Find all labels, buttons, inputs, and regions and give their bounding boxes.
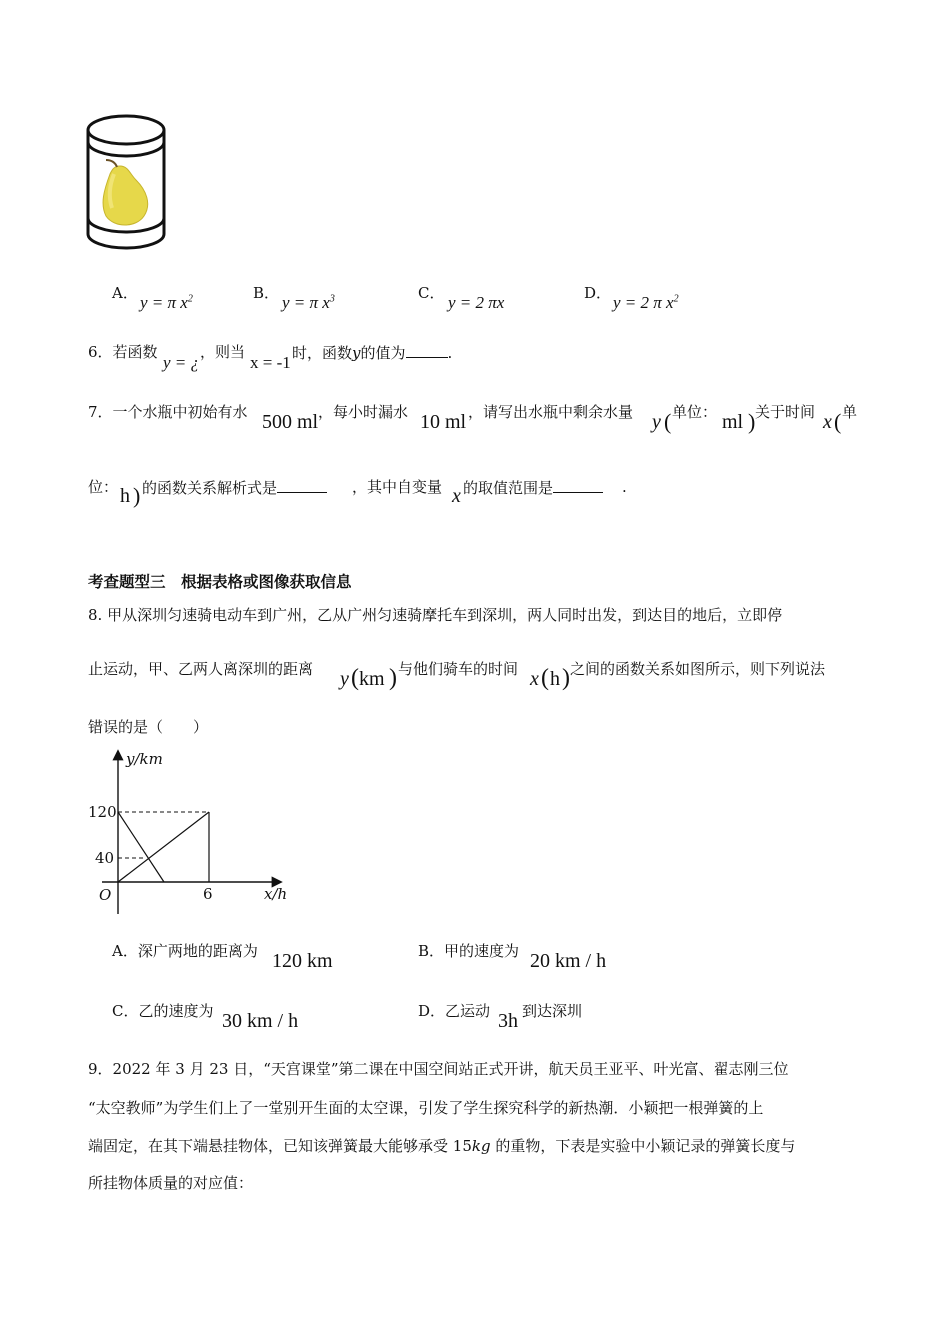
q9-line3b: 的重物，下表是实验中小颖记录的弹簧长度与 bbox=[490, 1137, 796, 1155]
graph-line-jia bbox=[118, 812, 209, 882]
q5-option-a-exponent: 2 bbox=[187, 293, 193, 305]
q5-option-d-letter: D． bbox=[584, 284, 612, 302]
q5-option-d-expr bbox=[613, 293, 679, 313]
q6-lead: 6．若函数 bbox=[88, 343, 158, 361]
q5-option-d-exponent: 2 bbox=[673, 293, 679, 305]
jar-pear-illustration bbox=[84, 112, 168, 252]
q5-option-a-letter: A． bbox=[112, 284, 138, 302]
q7-part11: . bbox=[622, 478, 627, 496]
q5-option-b-formula: y = π x bbox=[282, 293, 330, 312]
q7-paren-open-2: ( bbox=[834, 409, 842, 434]
q9-unit-kg: kg bbox=[471, 1137, 491, 1155]
section-3-heading: 考查题型三 根据表格或图像获取信息 bbox=[88, 573, 352, 591]
q6-tail-text: 时，函数 bbox=[292, 344, 353, 362]
q8-option-b-math: 20 km / h bbox=[530, 950, 607, 972]
graph-origin-label: O bbox=[99, 886, 112, 904]
q8-paren-open-1: ( bbox=[351, 665, 359, 691]
q8-option-b-text: B．甲的速度为 bbox=[418, 942, 520, 960]
q9-line1: 9．2022 年 3 月 23 日，“天宫课堂”第二课在中国空间站正式开讲，航天员王亚平、叶光富、翟志刚三位 bbox=[88, 1060, 789, 1078]
q7-unit-h: h bbox=[120, 485, 130, 507]
q6-function-formula: y = ¿ bbox=[163, 353, 200, 372]
q9-line3a: 端固定，在其下端悬挂物体，已知该弹簧最大能够承受 15 bbox=[88, 1137, 472, 1155]
q8-paren-close-2: ) bbox=[562, 665, 570, 691]
q8-option-d-math: 3h bbox=[498, 1010, 518, 1032]
q6-tail bbox=[292, 342, 452, 363]
q7-part9: ，其中自变量 bbox=[352, 478, 443, 496]
q7-paren-close-1: ) bbox=[748, 409, 756, 434]
q5-option-c-expr: y = 2 πx bbox=[448, 293, 505, 312]
q9-line4: 所挂物体质量的对应值： bbox=[88, 1174, 254, 1192]
q7-var-y: y bbox=[652, 411, 661, 433]
q7-part1: 7．一个水瓶中初始有水 bbox=[88, 403, 248, 421]
q8-var-y: y bbox=[340, 668, 349, 690]
q6-x-value: x = -1 bbox=[250, 353, 291, 372]
q7-answer-blank-2 bbox=[553, 477, 603, 493]
q8-option-c-math: 30 km / h bbox=[222, 1010, 299, 1032]
q8-paren-open-2: ( bbox=[541, 665, 549, 691]
q7-part10-text: 的取值范围是 bbox=[463, 479, 554, 497]
q5-option-c-letter: C． bbox=[418, 284, 445, 302]
q8-unit-km: km bbox=[359, 668, 385, 690]
graph-xtick-6: 6 bbox=[203, 885, 213, 903]
q6-var-y: y bbox=[352, 344, 361, 362]
q9-line3 bbox=[88, 1136, 795, 1156]
q6-mid: ，则当 bbox=[200, 343, 246, 361]
q7-part7: 位： bbox=[88, 478, 119, 496]
q5-option-b-letter: B． bbox=[253, 284, 280, 302]
q7-part4: 单位： bbox=[672, 403, 718, 421]
q7-part6: 单 bbox=[842, 403, 858, 421]
q7-unit-ml: ml bbox=[722, 411, 744, 433]
q6-answer-blank bbox=[406, 342, 448, 358]
q8-paren-close-1: ) bbox=[389, 665, 397, 691]
q8-option-a-text: A．深广两地的距离为 bbox=[112, 942, 258, 960]
q7-paren-close-2: ) bbox=[133, 483, 141, 508]
q8-option-a-math: 120 km bbox=[272, 950, 333, 972]
q7-part8 bbox=[142, 477, 327, 498]
q5-option-d-formula: y = 2 π x bbox=[613, 293, 674, 312]
q8-option-d-tail: 到达深圳 bbox=[522, 1002, 583, 1020]
q8-line1: 8. 甲从深圳匀速骑电动车到广州，乙从广州匀速骑摩托车到深圳，两人同时出发，到达目的地后，立即停 bbox=[88, 606, 783, 624]
q8-var-x: x bbox=[530, 668, 539, 690]
q7-part8-text: 的函数关系解析式是 bbox=[142, 479, 278, 497]
q5-option-b-expr bbox=[282, 293, 335, 313]
q5-option-a-expr bbox=[140, 293, 193, 313]
q7-part2: ，每小时漏水 bbox=[318, 403, 409, 421]
q7-paren-open-1: ( bbox=[664, 409, 672, 434]
q5-option-a-formula: y = π x bbox=[140, 293, 188, 312]
q8-line2a: 止运动，甲、乙两人离深圳的距离 bbox=[88, 660, 314, 678]
q7-var-x: x bbox=[823, 411, 832, 433]
graph-ytick-120: 120 bbox=[88, 803, 117, 821]
q7-part10 bbox=[463, 477, 603, 498]
graph-x-label: x/h bbox=[264, 885, 288, 903]
q7-leak-rate: 10 ml bbox=[420, 411, 467, 433]
q7-var-x-2: x bbox=[452, 485, 461, 507]
q5-option-b-exponent: 3 bbox=[329, 293, 335, 305]
q8-line2b: 与他们骑车的时间 bbox=[398, 660, 519, 678]
q8-line3: 错误的是（ ） bbox=[88, 718, 209, 736]
q7-part3: ，请写出水瓶中剩余水量 bbox=[468, 403, 634, 421]
q8-option-d-text: D．乙运动 bbox=[418, 1002, 491, 1020]
graph-line-yi bbox=[118, 812, 164, 882]
q8-unit-h: h bbox=[550, 668, 560, 690]
q8-line2c: 之间的函数关系如图所示，则下列说法 bbox=[570, 660, 826, 678]
q8-option-c-text: C．乙的速度为 bbox=[112, 1002, 214, 1020]
q7-answer-blank-1 bbox=[277, 477, 327, 493]
q7-part5: 关于时间 bbox=[755, 403, 816, 421]
graph-y-label: y/km bbox=[126, 750, 163, 768]
q6-function-expr bbox=[163, 353, 199, 373]
graph-ytick-40: 40 bbox=[95, 849, 115, 867]
q6-end: . bbox=[447, 344, 453, 362]
q9-line2: “太空教师”为学生们上了一堂别开生面的太空课，引发了学生探究科学的新热潮．小颖把一根弹簧的上 bbox=[88, 1099, 764, 1117]
q7-initial-water: 500 ml bbox=[262, 411, 319, 433]
q6-tail2-text: 的值为 bbox=[360, 344, 406, 362]
